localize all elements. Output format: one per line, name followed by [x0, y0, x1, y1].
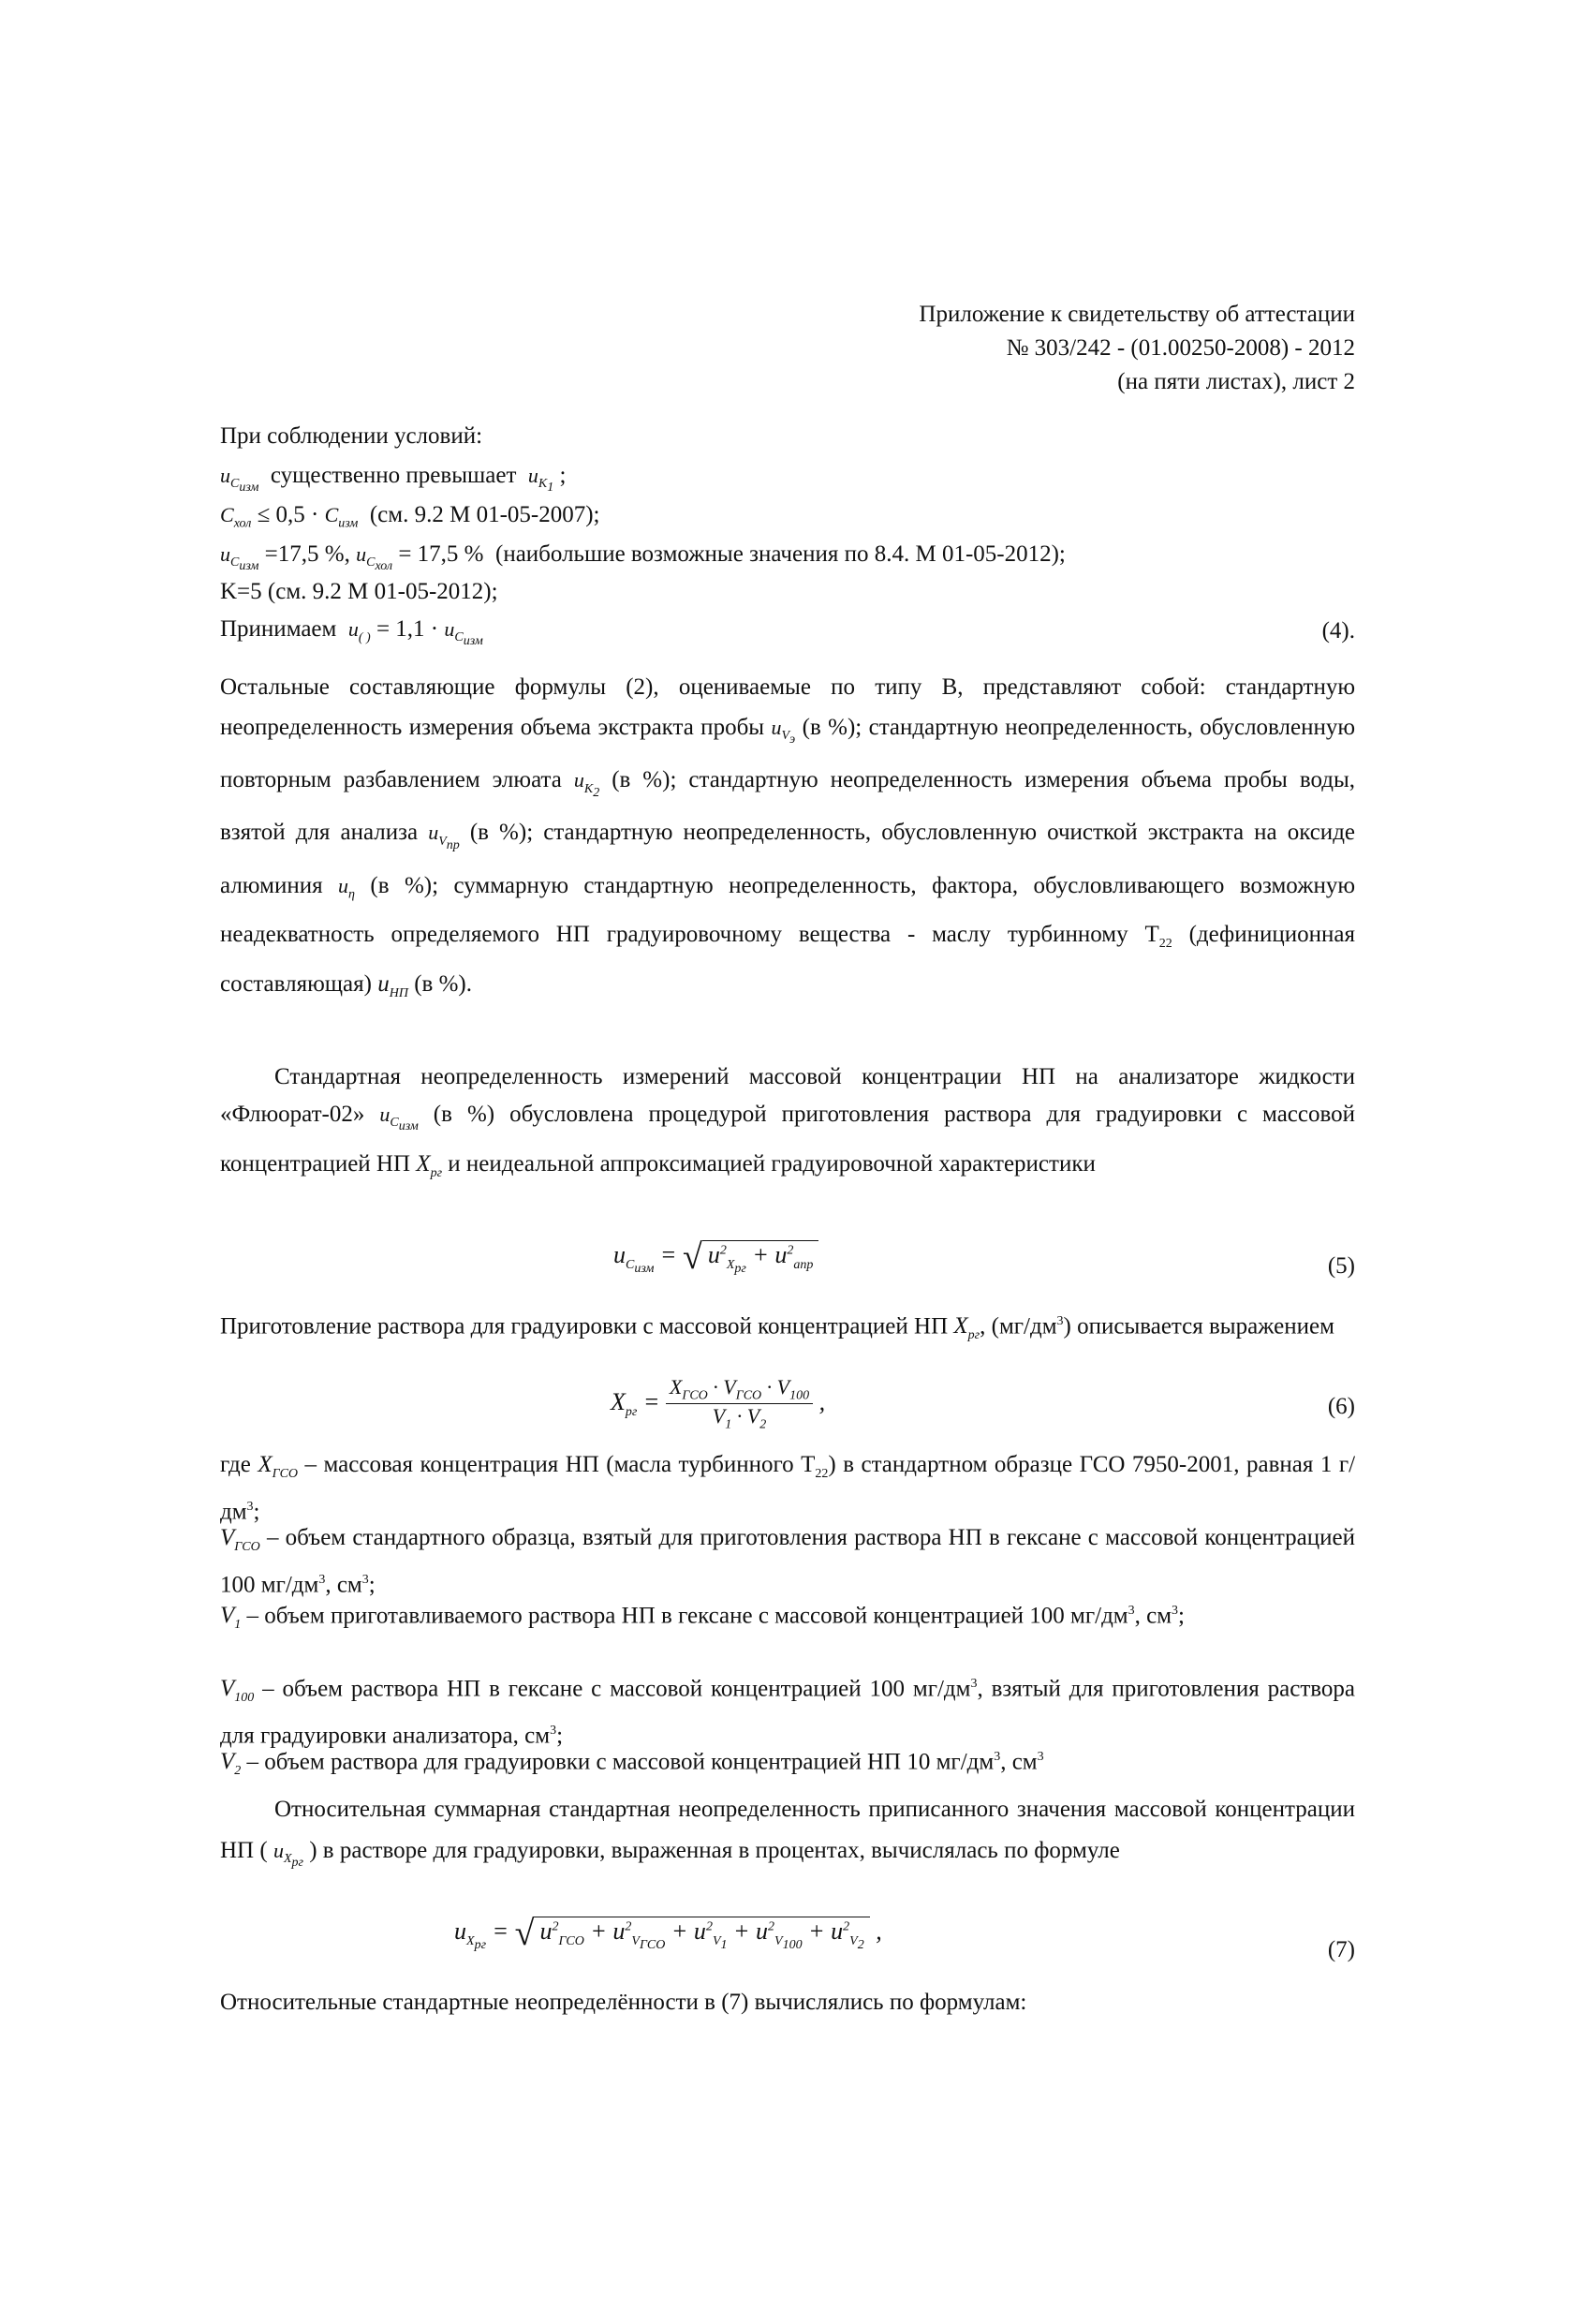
def1-part-b: – массовая концентрация НП (масла турбинного Т	[304, 1452, 816, 1477]
condition-5-text: Принимаем	[220, 616, 337, 642]
def4-part-b: – объем раствора НП в гексане с массовой концентрацией 100 мг/дм	[262, 1676, 971, 1702]
def2-part-c: , см	[325, 1572, 362, 1598]
def4-part-c: , взятый для приготовления раствора для градуировки анализатора, см	[220, 1676, 1356, 1749]
conditions-title: При соблюдении условий:	[220, 423, 483, 449]
header-attestation	[919, 298, 1355, 399]
def2-part-b: – объем стандартного образца, взятый для приготовления раствора НП в гексане с массовой концентрацией 100 мг/дм	[220, 1525, 1355, 1598]
condition-5: Принимаем $u_{( )} = 1,1 \cdot u_{C_{изм}}$	[220, 616, 483, 649]
formula-6: $X_{рг}$ = $\frac{X_{ГСО} \cdot V_{ГСО} \cdot V_{100}}{V_1 \cdot V_2}$ ,	[611, 1375, 826, 1432]
paragraph-preparation: Приготовление раствора для градуировки с массовой концентрацией НП $X_{рг}$, $(мг/дм^3)$ описывается выражением	[220, 1313, 1334, 1343]
formula-5: $u_{C_{изм}}$ = √ $u^2_{X_{рг}} + u^2_{апр}$	[613, 1236, 818, 1278]
definition-v2: $V_2$ – объем раствора для градуировки с массовой концентрацией НП 10 $мг/дм^3$, $см^3$	[220, 1749, 1044, 1779]
p1-part-e: (в %); суммарную стандартную неопределенность, фактора, обусловливающего возможную неадекватность определяемого НП градуировочному вещества - маслу турбинному Т	[220, 872, 1356, 947]
p1-part-d: (в %); стандартную неопределенность, обусловленную очисткой экстракта на оксиде алюминия	[220, 820, 1356, 898]
def5-part-b: – объем раствора для градуировки с массовой концентрацией НП 10 мг/дм	[246, 1749, 995, 1775]
condition-5-formula: = 1,1 ·	[376, 616, 439, 642]
p4-part-a: Относительная суммарная стандартная неопределенность приписанного значения массовой концентрации НП (	[220, 1797, 1355, 1863]
formula-7: $u_{X_{рг}}$ = √ $u^2_{ГСО} + u^2_{V_{ГСО}} + u^2_{V_1} + u^2_{V_{100}} + u^2_{V_2}$ ,	[454, 1914, 882, 1953]
condition-3-val1: =17,5 %,	[264, 541, 350, 567]
definition-xgso: где $X_{ГСО}$ – массовая концентрация НП (масла турбинного $Т_{22}$) в стандартном образце ГСО 7950-2001, равная 1 $г/дм^3$;	[220, 1452, 1356, 1525]
p1-part-f: (дефиниционная составляющая)	[220, 921, 1356, 997]
def1-part-c: ) в стандартном образце ГСО 7950-2001, равная 1 г/дм	[220, 1452, 1356, 1525]
paragraph-relative-uncertainty: Относительная суммарная стандартная неопределенность приписанного значения массовой концентрации НП ( $u_{X_{рг}}$ ) в растворе для градуировки, выраженная в процентах, вычислялась по формуле	[220, 1797, 1355, 1871]
equation-number-4: (4).	[1321, 618, 1355, 644]
header-line-2: № 303/242 - (01.00250-2008) - 2012	[1006, 335, 1355, 361]
p1-part-g: (в %).	[414, 970, 472, 997]
definition-v1: $V_1$ – объем приготавливаемого раствора НП в гексане с массовой концентрацией 100 $мг/дм^3$, $см^3$;	[220, 1603, 1185, 1633]
condition-2-text: (см. 9.2 М 01-05-2007);	[369, 502, 600, 527]
p3-part-b: (мг/дм	[991, 1313, 1057, 1340]
paragraph-standard-uncertainty: Стандартная неопределенность измерений массовой концентрации НП на анализаторе жидкости «Флюорат-02» $u_{C_{изм}}$ (в %) обусловлена процедурой приготовления раствора для градуировки с массовой концентрацией НП $X_{рг}$ и неидеальной аппроксимацией градуировочной характеристики	[220, 1064, 1355, 1181]
condition-4: K=5 (см. 9.2 М 01-05-2012);	[220, 579, 498, 604]
p4-part-b: ) в растворе для градуировки, выраженная в процентах, вычислялась по формуле	[309, 1838, 1120, 1863]
definition-v100: $V_{100}$ – объем раствора НП в гексане с массовой концентрацией 100 $мг/дм^3$, взятый для приготовления раствора для градуировки анализатора, $см^3$;	[220, 1676, 1356, 1749]
paragraph-relative-formulas: Относительные стандартные неопределённости в (7) вычислялись по формулам:	[220, 1990, 1027, 2015]
definition-vgso: $V_{ГСО}$ – объем стандартного образца, взятый для приготовления раствора НП в гексане с массовой концентрацией 100 $мг/дм^3$, $см^3$;	[220, 1525, 1355, 1598]
equation-number-7: (7)	[1327, 1937, 1355, 1962]
condition-3-val2: = 17,5 %	[398, 541, 484, 567]
p1-part-b: (в %); стандартную неопределенность, обусловленную повторным разбавлением элюата	[220, 715, 1356, 793]
p2-part-a: Стандартная неопределенность измерений массовой концентрации НП на анализаторе жидкости «Флюорат-02»	[220, 1064, 1355, 1127]
condition-3-text: (наибольшие возможные значения по 8.4. М 01-05-2012);	[495, 541, 1066, 567]
p1-part-a: Остальные составляющие формулы (2), оцениваемые по типу В, представляют собой: стандартную неопределенность измерения объема экстракта пробы	[220, 674, 1355, 740]
condition-1-text: существенно превышает	[270, 463, 517, 488]
equation-number-5: (5)	[1327, 1253, 1355, 1279]
equation-number-6: (6)	[1327, 1394, 1355, 1419]
def3-part-c: , см	[1134, 1603, 1172, 1629]
def5-part-c: , см	[1000, 1749, 1038, 1775]
p3-part-a: Приготовление раствора для градуировки с массовой концентрацией НП	[220, 1313, 949, 1340]
condition-1: $u_{C_{изм}}$ существенно превышает $u_{K_1}$ ;	[220, 463, 567, 496]
p1-part-c: (в %); стандартную неопределенность измерения объема пробы воды, взятой для анализа	[220, 767, 1356, 846]
p2-part-b: (в %) обусловлена процедурой приготовления раствора для градуировки с массовой концентрацией НП	[220, 1102, 1355, 1177]
header-line-1: Приложение к свидетельству об аттестации	[919, 302, 1355, 327]
def1-where: где	[220, 1452, 251, 1477]
header-line-3: (на пяти листах), лист 2	[1117, 369, 1355, 394]
def3-part-b: – объем приготавливаемого раствора НП в гексане с массовой концентрацией 100 мг/дм	[246, 1603, 1128, 1629]
condition-2: $C_{хол} \le 0,5 \cdot C_{изм}$ (см. 9.2 М 01-05-2007);	[220, 502, 600, 531]
condition-3: $u_{C_{изм}} =17,5$ %, $u_{C_{хол}} = 17,5$ % (наибольшие возможные значения по 8.4. М 01-05-2012);	[220, 541, 1066, 574]
p3-part-c: ) описывается выражением	[1063, 1313, 1334, 1340]
paragraph-other-components: Остальные составляющие формулы (2), оцениваемые по типу В, представляют собой: стандартную неопределенность измерения объема экстракта пробы $u_{V_э}$ (в %); стандартную неопределенность, обусловленную повторным разбавлением элюата $u_{K_2}$ (в %); стандартную неопределенность измерения объема пробы воды, взятой для анализа $u_{V_{пр}}$ (в %); стандартную неопределенность, обусловленную очисткой экстракта на оксиде алюминия $u_\eta$ (в %); суммарную стандартную неопределенность, фактора, обусловливающего возможную неадекватность определяемого НП градуировочному вещества - маслу турбинному $Т_{22}$ (дефиниционная составляющая) $u_{НП}$ (в %).	[220, 674, 1356, 1000]
p2-part-c: и неидеальной аппроксимацией градуировочной характеристики	[448, 1151, 1096, 1177]
